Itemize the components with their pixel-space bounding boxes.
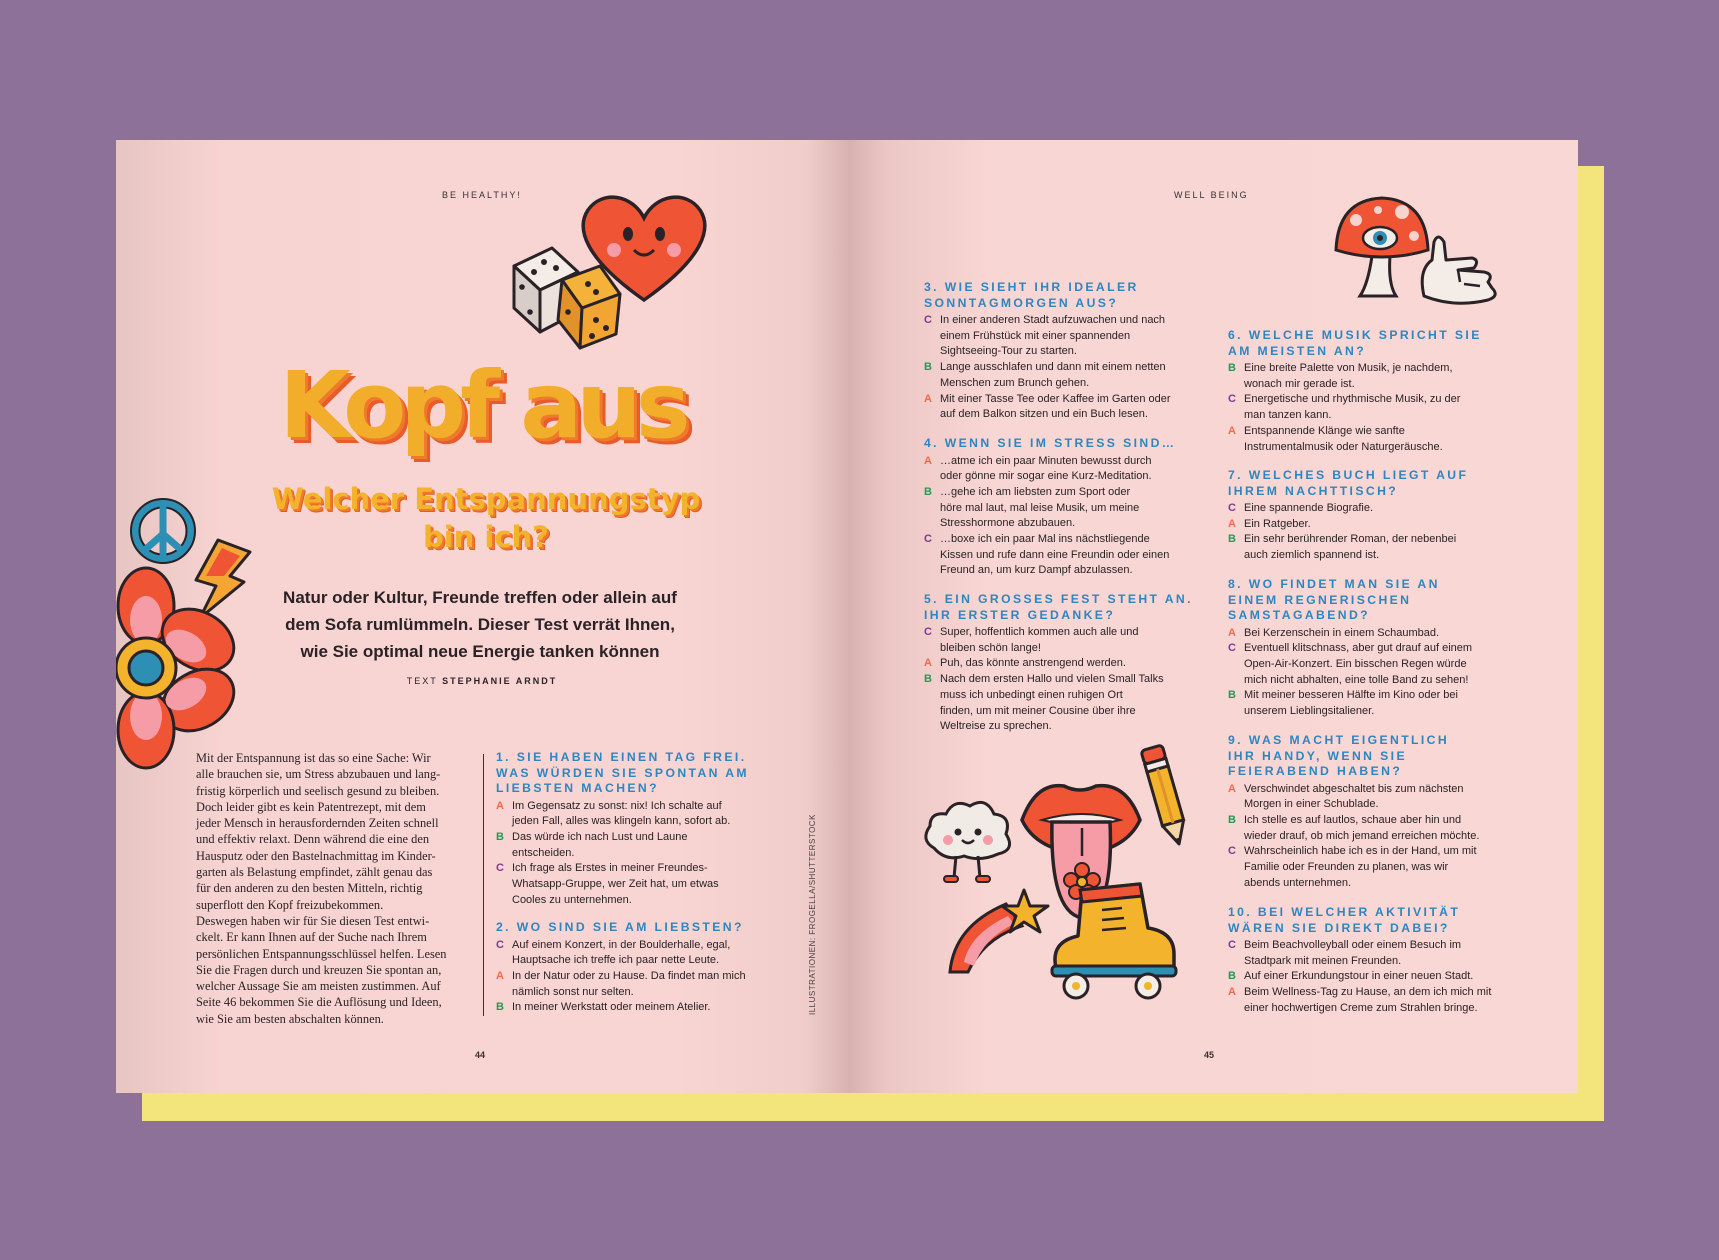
answer-option[interactable] [1228,813,1528,844]
answer-option[interactable] [924,625,1204,656]
answer-text-line: oder gönne mir sogar eine Kurz-Meditation. [940,470,1152,483]
question-title-line: LIEBSTEN MACHEN? [496,781,659,795]
answer-letter: C [1228,393,1236,406]
question-title-line: EINEM REGNERISCHEN [1228,592,1412,607]
question-block-9 [1228,733,1528,891]
answer-letter: C [1228,642,1236,655]
answer-text-line: Super, hoffentlich kommen auch alle und [940,626,1139,638]
answer-text-line: Das würde ich nach Lust und Laune [512,830,688,843]
question-title [496,750,786,797]
question-title-line: 5. EIN GROSSES FEST STEHT AN. [924,592,1193,606]
question-title-line: IHR HANDY, WENN SIE [1228,748,1407,763]
answer-letter: B [496,1001,504,1014]
question-title [1228,328,1528,359]
question-title-line: 6. WELCHE MUSIK SPRICHT SIE [1228,328,1482,342]
answer-letter: B [1228,813,1236,826]
column-divider [483,754,484,1016]
answer-letter: A [1228,782,1236,795]
answer-option[interactable] [1228,782,1528,813]
answer-option[interactable] [1228,626,1528,642]
answer-text-line: Freund an, um kurz Dampf abzulassen. [940,564,1133,577]
answer-text-line: Weltreise zu sprechen. [940,720,1052,733]
answer-text-line: mich nicht abhalten, eine tolle Band zu sehen! [1244,673,1469,686]
answer-option[interactable] [1228,361,1528,392]
answer-letter: C [496,862,504,875]
subtitle [176,480,796,556]
answer-text-line: Beim Beachvolleyball oder einem Besuch im [1244,939,1462,951]
intro-line: jeder Mensch in herausfordernden Zeiten schnell [196,816,439,831]
subtitle-line: bin ich? [422,520,550,554]
illustration-credit: ILLUSTRATIONEN: FROGELLA/SHUTTERSTOCK [808,814,817,1015]
answer-letter: C [1228,502,1236,514]
intro-line: welcher Aussage Sie am meisten zustimmen. Auf [196,979,441,994]
answer-text-line: Open-Air-Konzert. Ein bisschen Regen würde [1244,657,1467,670]
intro-line: Deswegen haben wir für Sie diesen Test entwi- [196,913,430,928]
answer-text-line: auf dem Balkon sitzen und ein Buch lesen. [940,408,1148,421]
answer-text-line: In einer anderen Stadt aufzuwachen und nach [940,314,1166,326]
question-block-3 [924,280,1204,423]
author-credit [116,676,848,686]
intro-line: garten als Belastung empfindet, zählt genau das [196,865,433,880]
answer-letter: B [1228,689,1236,702]
answer-text-line: …boxe ich ein paar Mal ins nächstliegende [940,533,1150,546]
flower-icon [116,570,236,766]
question-title [924,280,1204,311]
answer-text-line: Whatsapp-Gruppe, wer Zeit hat, um etwas [512,878,719,891]
answer-text-line: auch ziemlich spannend ist. [1244,549,1380,562]
answer-text-line: Eine spannende Biografie. [1244,502,1374,514]
answer-option[interactable] [1228,424,1528,455]
shooting-star-icon [944,886,1054,976]
answer-text-line: Lange ausschlafen und dann mit einem netten [940,361,1166,374]
credit-author: STEPHANIE ARNDT [442,676,558,686]
answer-text-line: Bei Kerzenschein in einem Schaumbad. [1244,626,1440,639]
answer-letter: B [924,485,932,498]
answer-text-line: Auf einem Konzert, in der Boulderhalle, egal, [512,938,731,951]
lead-line: wie Sie optimal neue Energie tanken können [300,642,660,661]
answer-text-line: Entspannende Klänge wie sanfte [1244,424,1405,437]
question-title-line: 8. WO FINDET MAN SIE AN [1228,577,1440,591]
answer-letter: C [1228,845,1236,858]
answer-letter: A [924,392,932,405]
answer-letter: B [924,361,932,374]
page-edge-right [1578,166,1604,1121]
answer-text-line: einer hochwertigen Creme zum Strahlen bringe. [1244,1001,1478,1014]
answer-text-line: Mit einer Tasse Tee oder Kaffee im Garten oder [940,392,1171,405]
running-head-right: WELL BEING [1174,190,1249,200]
cloud-face-icon [920,790,1016,886]
page-number-right: 45 [1204,1050,1215,1060]
question-title [924,436,1204,452]
answer-text-line: nämlich sonst nur selten. [512,985,634,998]
question-title-line: IHR ERSTER GEDANKE? [924,607,1116,622]
peace-sign-icon [130,498,196,564]
answer-option[interactable] [924,313,1204,360]
answer-text-line: Familie oder Freunden zu planen, was wir [1244,861,1449,874]
heart-face-icon [574,188,714,308]
intro-line: Doch leider gibt es kein Patentrezept, mit dem [196,799,426,814]
question-title [1228,577,1528,624]
answer-text-line: In meiner Werkstatt oder meinem Atelier. [512,1001,711,1014]
answer-letter: A [1228,626,1236,639]
answer-option[interactable] [496,1000,786,1016]
question-block-6 [1228,328,1528,455]
lead-line: dem Sofa rumlümmeln. Dieser Test verrät Ihnen, [285,615,675,634]
answer-text-line: bleiben schön lange! [940,641,1041,654]
answer-option[interactable] [1228,938,1528,969]
answer-letter: A [496,799,504,812]
page-number-left: 44 [475,1050,486,1060]
answer-option[interactable] [496,861,786,908]
intro-line: und effektiv relaxt. Denn während die eine den [196,832,430,847]
question-title-line: WAS WÜRDEN SIE SPONTAN AM [496,765,749,780]
intro-line: alle brauchen sie, um Stress abzubauen und lang- [196,767,441,782]
answer-text-line: Ein Ratgeber. [1244,517,1311,530]
answer-text-line: Energetische und rhythmische Musik, zu der [1244,393,1461,406]
answer-option[interactable] [1228,985,1528,1016]
question-title-line: 2. WO SIND SIE AM LIEBSTEN? [496,920,744,934]
answer-text-line: Eine breite Palette von Musik, je nachdem, [1244,362,1453,374]
answer-option[interactable] [1228,392,1528,423]
answer-letter: B [924,673,932,686]
pencil-icon [1140,740,1190,850]
answer-text-line: Instrumentalmusik oder Naturgeräusche. [1244,440,1443,453]
answer-text-line: Auf einer Erkundungstour in einer neuen Stadt. [1244,970,1474,983]
question-title-line: 1. SIE HABEN EINEN TAG FREI. [496,750,747,764]
answer-text-line: muss ich unbedingt einen ruhigen Ort [940,688,1123,701]
answer-option[interactable] [1228,517,1528,533]
answer-text-line: wieder drauf, ob mich jemand erreichen möchte. [1244,829,1480,842]
answer-letter: A [1228,986,1236,999]
question-title-line: 9. WAS MACHT EIGENTLICH [1228,733,1450,747]
page-title: Kopf aus [279,352,685,459]
answer-text-line: Verschwindet abgeschaltet bis zum nächsten [1244,782,1464,795]
answer-text-line: Cooles zu unternehmen. [512,893,632,906]
question-block-1 [496,750,786,908]
intro-line: für den anderen zu den besten Mitteln, richtig [196,881,423,896]
question-block-5 [924,592,1204,735]
answer-text-line: jeden Fall, alles was klingeln kann, sofort ab. [512,815,731,828]
intro-line: Mit der Entspannung ist das so eine Sache: Wir [196,751,431,765]
answer-option[interactable] [496,969,786,1000]
answer-text-line: …atme ich ein paar Minuten bewusst durch [940,454,1152,467]
question-title-line: SONNTAGMORGEN AUS? [924,295,1119,310]
intro-line: persönlichen Entspannungsschlüssel helfen. Lesen [196,946,447,961]
answer-text-line: …gehe ich am liebsten zum Sport oder [940,485,1131,498]
answer-option[interactable] [924,656,1204,672]
subtitle-line: Welcher Entspannungstyp [271,482,701,516]
answer-option[interactable] [924,454,1204,485]
question-title-line: FEIERABEND HABEN? [1228,764,1403,778]
answer-text-line: Menschen zum Brunch gehen. [940,376,1090,389]
answer-option[interactable] [924,532,1204,579]
answer-text-line: Im Gegensatz zu sonst: nix! Ich schalte auf [512,799,722,812]
answer-text-line: Mit meiner besseren Hälfte im Kino oder bei [1244,689,1458,702]
question-block-4 [924,436,1204,579]
question-title-line: 3. WIE SIEHT IHR IDEALER [924,280,1139,294]
question-title-line: AM MEISTEN AN? [1228,343,1367,358]
answer-text-line: Nach dem ersten Hallo und vielen Small Talks [940,673,1164,686]
answer-option[interactable] [1228,641,1528,688]
question-title-line: 7. WELCHES BUCH LIEGT AUF [1228,468,1469,482]
answer-text-line: Wahrscheinlich habe ich es in der Hand, um mit [1244,845,1477,858]
answer-text-line: Stadtpark mit meinen Freunden. [1244,954,1402,967]
answer-text-line: höre mal laut, mal leise Musik, um meine [940,501,1140,514]
intro-line: Hausputz oder den Bastelnachmittag im Kinder- [196,848,436,863]
answer-text-line: entscheiden. [512,846,575,859]
running-head-left: BE HEALTHY! [442,190,522,200]
question-block-7 [1228,468,1528,564]
intro-line: Seite 46 bekommen Sie die Auflösung und Ideen, [196,995,442,1010]
answer-letter: C [924,314,932,326]
left-page [116,140,848,1093]
answer-text-line: Puh, das könnte anstrengend werden. [940,657,1126,670]
answer-option[interactable] [496,799,786,830]
question-title-line: IHREM NACHTTISCH? [1228,483,1399,498]
intro-line: wie Sie am besten abschalten können. [196,1011,384,1026]
question-block-8 [1228,577,1528,720]
answer-text-line: Ich stelle es auf lautlos, schaue aber hin und [1244,813,1462,826]
question-block-2 [496,920,786,1016]
intro-line: Sie die Fragen durch und kreuzen Sie spontan an, [196,962,442,977]
question-title [496,920,786,936]
lead-paragraph [220,584,740,665]
intro-line: ckelt. Er kann Ihnen auf der Suche nach Ihrem [196,930,427,945]
answer-text-line: unserem Lieblingsitaliener. [1244,705,1375,718]
answer-letter: B [1228,533,1236,546]
answer-text-line: Ich frage als Erstes in meiner Freundes- [512,862,708,875]
answer-text-line: Morgen in einer Schublade. [1244,798,1379,811]
answer-option[interactable] [1228,501,1528,517]
answer-text-line: man tanzen kann. [1244,409,1332,422]
answer-letter: C [924,626,932,638]
question-title-line: WÄREN SIE DIREKT DABEI? [1228,920,1450,935]
answer-text-line: Beim Wellness-Tag zu Hause, an dem ich mich mit [1244,986,1492,999]
answer-letter: A [924,657,932,670]
answer-option[interactable] [1228,844,1528,891]
answer-option[interactable] [924,485,1204,532]
answer-letter: A [924,454,932,467]
question-title-line: 4. WENN SIE IM STRESS SIND… [924,436,1177,450]
right-page [848,140,1578,1093]
question-title-line: SAMSTAGABEND? [1228,608,1371,622]
answer-text-line: Hauptsache ich treffe ich paar nette Leute. [512,954,720,967]
question-title [1228,468,1528,499]
answer-option[interactable] [924,672,1204,735]
answer-option[interactable] [1228,532,1528,563]
answer-text-line: einem Frühstück mit einer spannenden [940,329,1131,342]
answer-letter: B [1228,362,1236,374]
roller-skate-icon [1044,880,1180,1000]
answer-text-line: wonach mir gerade ist. [1244,377,1355,390]
credit-label: TEXT [406,676,438,686]
answer-text-line: In der Natur oder zu Hause. Da findet man mich [512,969,746,982]
intro-text [196,750,474,1027]
answer-letter: C [924,533,932,546]
answer-text-line: abends unternehmen. [1244,876,1352,889]
answer-option[interactable] [496,938,786,969]
intro-line: superflott den Kopf freizubekommen. [196,897,384,912]
answer-text-line: Sightseeing-Tour zu starten. [940,345,1077,358]
shaka-hand-icon [1414,230,1504,310]
answer-letter: C [496,938,504,951]
answer-option[interactable] [496,830,786,861]
answer-letter: B [496,830,504,843]
answer-text-line: finden, um mit meiner Cousine über ihre [940,704,1136,717]
question-block-10 [1228,905,1528,1017]
answer-letter: C [1228,939,1236,951]
answer-option[interactable] [924,360,1204,391]
answer-option[interactable] [1228,688,1528,719]
intro-line: fristig körperlich und seelisch gesund zu bleiben. [196,783,440,798]
answer-text-line: Ein sehr berührender Roman, der nebenbei [1244,533,1457,546]
answer-option[interactable] [924,392,1204,423]
question-title-line: 10. BEI WELCHER AKTIVITÄT [1228,905,1461,919]
question-title [1228,905,1528,936]
answer-text-line: Eventuell klitschnass, aber gut drauf auf einem [1244,642,1473,655]
answer-letter: A [1228,424,1236,437]
answer-letter: B [1228,970,1236,983]
answer-option[interactable] [1228,969,1528,985]
lead-line: Natur oder Kultur, Freunde treffen oder allein auf [283,588,677,607]
answer-text-line: Kissen und rufe dann eine Freundin oder einen [940,548,1170,561]
answer-text-line: Stresshormone abzubauen. [940,517,1076,530]
page-edge-bottom [142,1093,1604,1121]
answer-letter: A [496,969,504,982]
answer-letter: A [1228,517,1236,530]
question-title [924,592,1204,623]
question-title [1228,733,1528,780]
